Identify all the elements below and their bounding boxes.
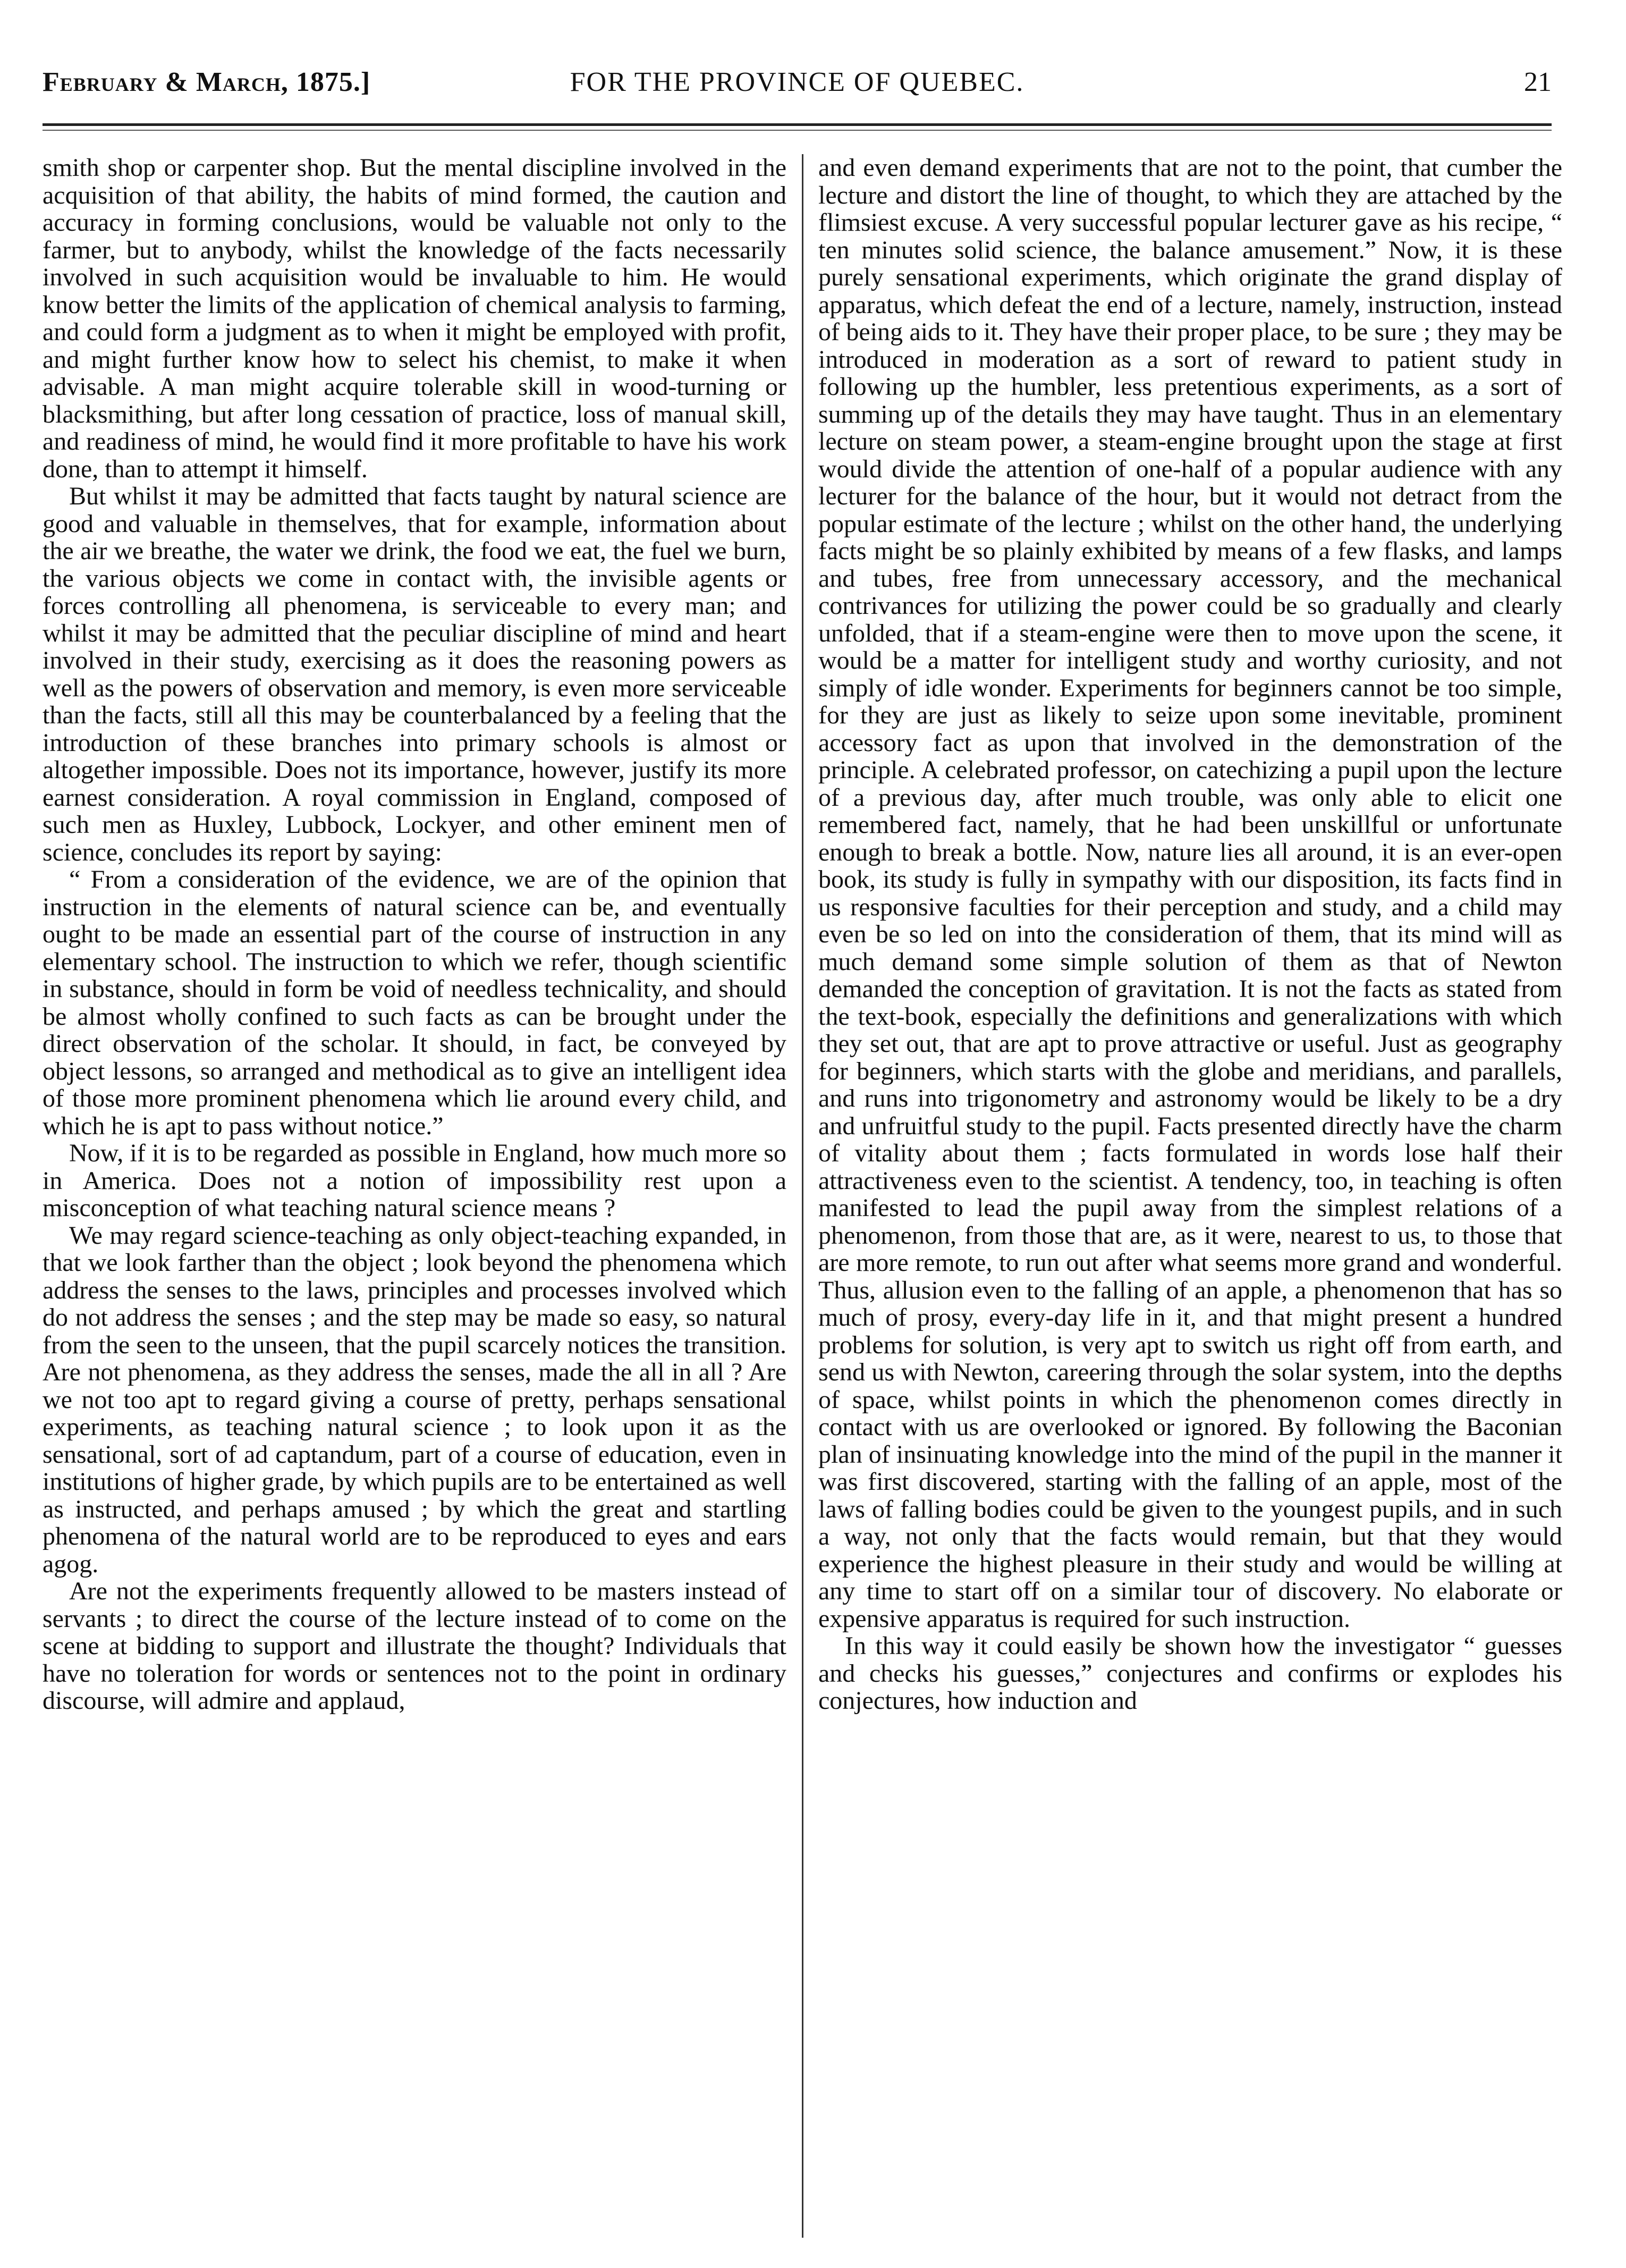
paragraph: Now, if it is to be regarded as possible in England, how much more so in America. Does not a notion of impossibility rest upon a misconception of what teaching natural science means ? bbox=[43, 1139, 786, 1222]
column-divider bbox=[802, 154, 803, 2238]
paragraph: Are not the experiments frequently allowed to be masters instead of servants ; to direct the course of the lecture instead of to come on the scene at bidding to support and illustrate the thought? Individuals that have no toleration for words or sentences not to the point in ordinary discourse, will admire and applaud, bbox=[43, 1577, 786, 1715]
header-rule-thin bbox=[43, 130, 1552, 131]
paragraph: and even demand experiments that are not to the point, that cumber the lecture and distort the line of thought, to which they are attached by the flimsiest excuse. A very successful popular lecturer gave as his recipe, “ ten minutes solid science, the balance amusement.” Now, it is these purely sensational experiments, which originate the grand display of apparatus, which defeat the end of a lecture, namely, instruction, instead of being aids to it. They have their proper place, to be sure ; they may be introduced in moderation as a sort of reward to patient study in following up the humbler, less pretentious experiments, as a sort of summing up of the details they may have taught. Thus in an elementary lecture on steam power, a steam-engine brought upon the stage at first would divide the attention of one-half of a popular audience with any lecturer for the balance of the hour, but it would not detract from the popular estimate of the lecture ; whilst on the other hand, the underlying facts might be so plainly exhibited by means of a few flasks, and lamps and tubes, free from unnecessary accessory, and the mechanical contrivances for utilizing the power could be so gradually and clearly unfolded, that if a steam-engine were then to move upon the scene, it would be a matter for intelligent study and worthy curiosity, and not simply of idle wonder. Experiments for beginners cannot be too simple, for they are just as likely to seize upon some inevitable, prominent accessory fact as upon that involved in the demonstration of the principle. A celebrated professor, on catechizing a pupil upon the lecture of a previous day, after much trouble, was only able to elicit one remembered fact, namely, that he had been unskillful or unfortunate enough to break a bottle. Now, nature lies all around, it is an ever-open book, its study is fully in sympathy with our disposition, its facts find in us responsive faculties for their perception and study, and a child may even be so led on into the consideration of them, that its mind will as much demand some simple solution of them as that of Newton demanded the conception of gravitation. It is not the facts as stated from the text-book, especially the definitions and generalizations with which they set out, that are apt to prove attractive or useful. Just as geography for beginners, which starts with the globe and meridians, and parallels, and runs into trigonometry and astronomy would be likely to be a dry and unfruitful study to the pupil. Facts presented directly have the charm of vitality about them ; facts formulated in words lose half their attractiveness even to the scientist. A tendency, too, in teaching is often manifested to lead the pupil away from the simplest relations of a phenomenon, from those that are, as it were, nearest to us, to those that are more remote, to run out after what seems more grand and wonderful. Thus, allusion even to the falling of an apple, a phenomenon that has so much of prosy, every-day life in it, and that might present a hundred problems for solution, is very apt to switch us right off from earth, and send us with Newton, careering through the solar system, into the depths of space, whilst points in which the phenomenon comes directly in contact with us are overlooked or ignored. By following the Baconian plan of insinuating knowledge into the mind of the pupil in the manner it was first discovered, starting with the falling of an apple, most of the laws of falling bodies could be given to the youngest pupils, and in such a way, not only that the facts would remain, but that they would experience the highest pleasure in their study and would be willing at any time to start off on a similar tour of discovery. No elaborate or expensive apparatus is required for such instruction. bbox=[818, 154, 1562, 1633]
paragraph: But whilst it may be admitted that facts taught by natural science are good and valuable in themselves, that for example, information about the air we breathe, the water we drink, the food we eat, the fuel we burn, the various objects we come in contact with, the invisible agents or forces controlling all phenomena, is serviceable to every man; and whilst it may be admitted that the peculiar discipline of mind and heart involved in their study, exercising as it does the reasoning powers as well as the powers of observation and memory, is even more serviceable than the facts, still all this may be counterbalanced by a feeling that the introduction of these branches into primary schools is almost or altogether impossible. Does not its importance, however, justify its more earnest consideration. A royal commission in England, composed of such men as Huxley, Lubbock, Lockyer, and other eminent men of science, concludes its report by saying: bbox=[43, 482, 786, 866]
quoted-paragraph: “ From a consideration of the evidence, we are of the opinion that instruction in the elements of natural science can be, and eventually ought to be made an essential part of the course of instruction in any elementary school. The instruction to which we refer, though scientific in substance, should in form be void of needless technicality, and should be almost wholly confined to such facts as can be brought under the direct observation of the scholar. It should, in fact, be conveyed by object lessons, so arranged and methodical as to give an intelligent idea of those more prominent phenomena which lie around every child, and which he is apt to pass without notice.” bbox=[43, 865, 786, 1140]
paragraph: We may regard science-teaching as only object-teaching expanded, in that we look farther than the object ; look beyond the phenomena which address the senses to the laws, principles and processes involved which do not address the senses ; and the step may be made so easy, so natural from the seen to the unseen, that the pupil scarcely notices the transition. Are not phenomena, as they address the senses, made the all in all ? Are we not too apt to regard giving a course of pretty, perhaps sensational experiments, as teaching natural science ; to look upon it as the sensational, sort of ad captandum, part of a course of education, even in institutions of higher grade, by which pupils are to be entertained as well as instructed, and perhaps amused ; by which the great and startling phenomena of the natural world are to be reproduced to eyes and ears agog. bbox=[43, 1221, 786, 1578]
page-number: 21 bbox=[1524, 67, 1552, 97]
header-title: FOR THE PROVINCE OF QUEBEC. bbox=[570, 67, 1024, 97]
paragraph: In this way it could easily be shown how the investigator “ guesses and checks his guesses,” conjectures and confirms or explodes his conjectures, how induction and bbox=[818, 1632, 1562, 1715]
paragraph: smith shop or carpenter shop. But the mental discipline involved in the acquisition of that ability, the habits of mind formed, the caution and accuracy in forming conclusions, would be valuable not only to the farmer, but to anybody, whilst the knowledge of the facts necessarily involved in such acquisition would be invaluable to him. He would know better the limits of the application of chemical analysis to farming, and could form a judgment as to when it might be employed with profit, and might further know how to select his chemist, to make it when advisable. A man might acquire tolerable skill in wood-turning or blacksmithing, but after long cessation of practice, loss of manual skill, and readiness of mind, he would find it more profitable to have his work done, than to attempt it himself. bbox=[43, 154, 786, 483]
header-date: February & March, 1875.] bbox=[43, 67, 371, 97]
header-rule bbox=[43, 123, 1552, 126]
left-column bbox=[43, 154, 786, 2238]
running-header bbox=[43, 58, 1552, 106]
right-column bbox=[818, 154, 1562, 2238]
